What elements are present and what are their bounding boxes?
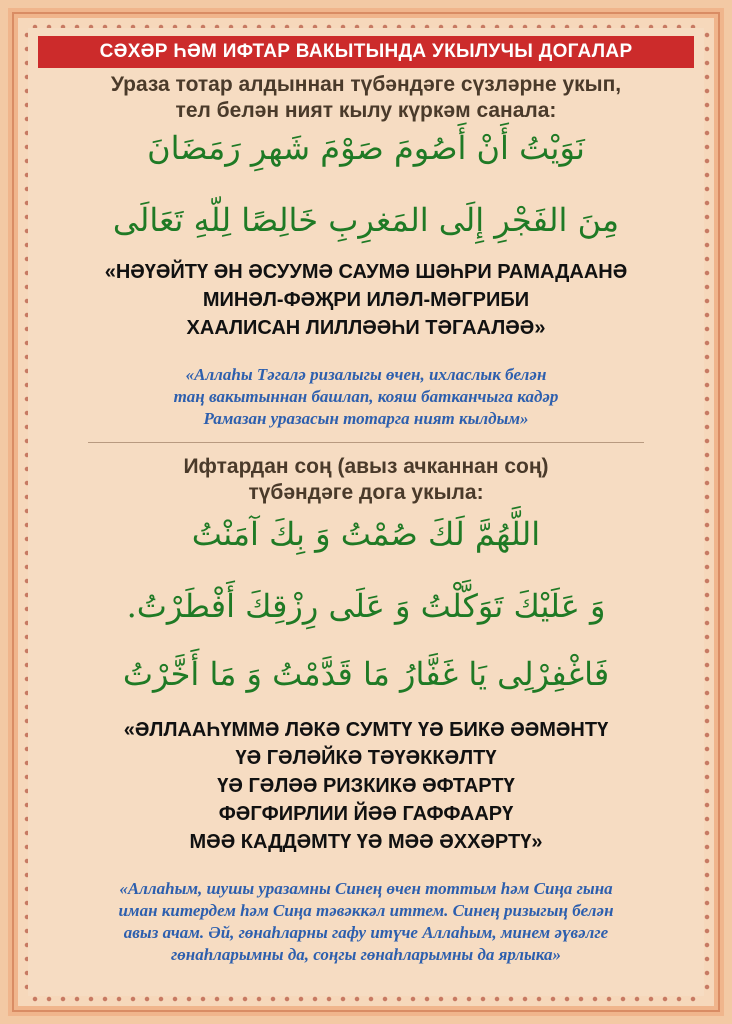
iftar-arabic-line-2: وَ عَلَيْكَ تَوَكَّلْتُ وَ عَلَى رِزْقِكَ أَفْطَرْتُ. [126,587,606,625]
translation-line: «Аллаһым, шушы уразамны Синең өчен тоттым һәм Сиңа гына [119,879,613,898]
suhoor-transliteration [28,258,704,342]
suhoor-intro-line: Ураза тотар алдыннан түбәндәге сүзләрне укып, [110,73,622,96]
suhoor-intro-line: тел белән ният кылу күркәм санала: [175,99,557,122]
iftar-arabic-line-3: فَاغْفِرْلِى يَا غَفَّارُ مَا قَدَّمْتُ وَ مَا أَخَّرْتُ [122,655,610,693]
iftar-arabic-line-1: اللَّهُمَّ لَكَ صُمْتُ وَ بِكَ آمَنْتُ [191,515,541,553]
iftar-intro-line: Ифтардан соң (авыз ачканнан соң) [183,455,549,478]
transliteration-line: «НӘҮӘЙТҮ ӘН ӘСУУМӘ САУМӘ ШӘҺРИ РАМАДААНӘ [104,261,628,283]
translation-line: гөнаһларымны да, соңгы гөнаһларымны да ярлыка» [171,945,561,964]
transliteration-line: ҮӘ ГӘЛӘӘ РИЗКИКӘ ӘФТАРТҮ [217,775,515,797]
transliteration-line: ХААЛИСАН ЛИЛЛӘӘҺИ ТӘГААЛӘӘ» [186,317,546,339]
section-divider [88,442,644,443]
suhoor-arabic-line-1: نَوَيْتُ أَنْ أَصُومَ صَوْمَ شَهرِ رَمَضَانَ [147,129,585,167]
transliteration-line: МӘӘ КАДДӘМТҮ ҮӘ МӘӘ ӘХХӘРТҮ» [189,831,543,853]
suhoor-arabic-line-2: مِنَ الفَجْرِ إِلَى المَغرِبِ خَالِصًا لِلّهِ تَعَالَى [112,201,620,239]
translation-line: авыз ачам. Әй, гөнаһларны гафу итүче Аллаһым, минем әүвәлге [123,923,609,942]
iftar-intro-line: түбәндәге дога укыла: [248,481,484,504]
translation-line: Рамазан уразасын тотарга ният кылдым» [203,409,529,428]
transliteration-line: «ӘЛЛААҺҮММӘ ЛӘКӘ СУМТҮ ҮӘ БИКӘ ӘӘМӘНТҮ [123,719,609,741]
transliteration-line: МИНӘЛ-ФӘҖРИ ИЛӘЛ-МӘГРИБИ [202,289,530,311]
suhoor-intro [28,72,704,124]
poster-content [28,28,704,996]
suhoor-translation [28,364,704,430]
translation-line: «Аллаһы Тәгалә ризалыгы өчен, ихласлык белән [185,365,547,384]
transliteration-line: ҮӘ ГӘЛӘЙКӘ ТӘҮӘККӘЛТҮ [235,747,497,769]
poster-title: СӘХӘР ҺӘМ ИФТАР ВАКЫТЫНДА УКЫЛУЧЫ ДОГАЛАР [38,36,694,68]
iftar-intro [28,454,704,506]
translation-line: таң вакытыннан башлап, кояш батканчыга кадәр [173,387,559,406]
iftar-translation [28,878,704,966]
iftar-transliteration [28,716,704,856]
translation-line: иман китердем һәм Сиңа тәвәккәл иттем. Синең ризыгың белән [118,901,614,920]
transliteration-line: ФӘГФИРЛИИ ЙӘӘ ГАФФААРҮ [218,803,514,825]
